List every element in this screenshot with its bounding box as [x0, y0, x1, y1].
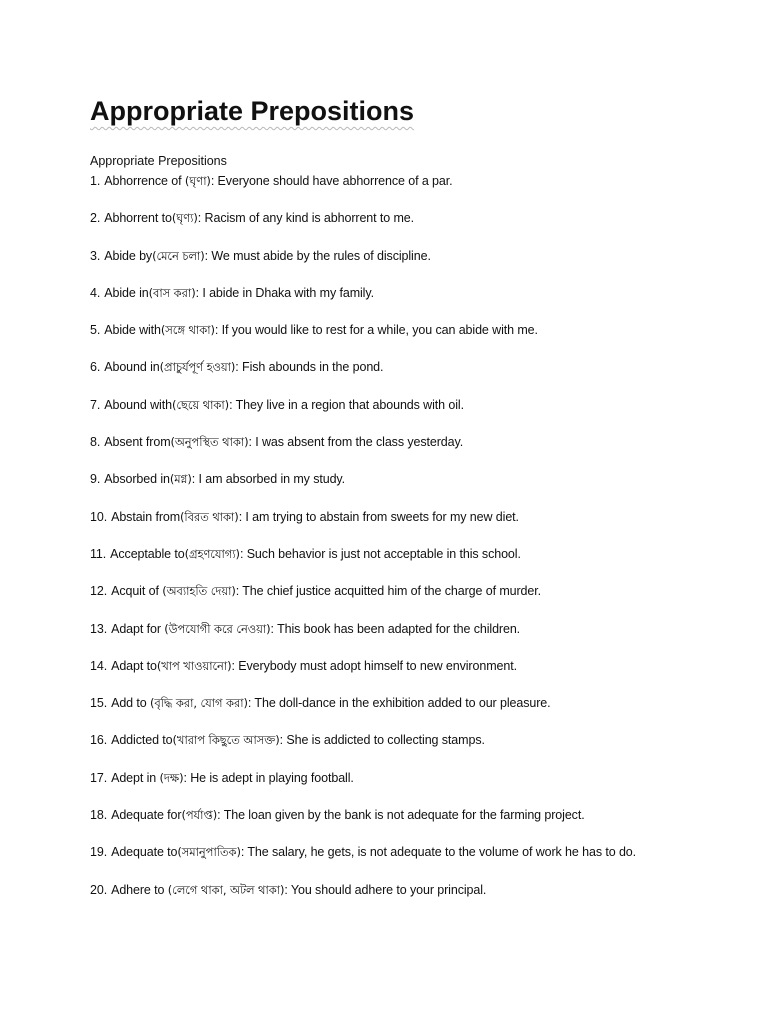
entry-term: Adhere to [111, 882, 168, 897]
preposition-list [90, 173, 636, 919]
list-item [90, 695, 636, 732]
entry-example: : Everyone should have abhorrence of a par. [210, 174, 453, 188]
entry-number: 11. [90, 546, 107, 561]
entry-number: 20. [90, 882, 108, 897]
entry-term: Absorbed in [104, 472, 170, 487]
list-item [90, 583, 636, 620]
entry-example: : I was absent from the class yesterday. [248, 435, 464, 450]
entry-term: Abound with [104, 397, 172, 412]
section-subheading: Appropriate Prepositions [90, 154, 227, 168]
entry-number: 17. [90, 770, 108, 785]
entry-number: 19. [90, 845, 108, 860]
entry-bengali-meaning: (মেনে চলা) [152, 248, 205, 263]
entry-bengali-meaning: (অব্যাহতি দেয়া) [162, 584, 236, 599]
entry-term: Acceptable to [110, 546, 185, 561]
entry-example: : She is addicted to collecting stamps. [279, 733, 485, 748]
entry-number: 2. [90, 211, 101, 226]
entry-term: Abstain from [111, 509, 181, 524]
entry-term: Adequate to [111, 845, 178, 860]
entry-number: 10. [90, 509, 108, 524]
entry-number: 12. [90, 584, 108, 599]
list-item [90, 509, 636, 546]
list-item [90, 546, 636, 583]
list-item [90, 882, 636, 919]
entry-bengali-meaning: (অনুপস্থিত থাকা) [170, 435, 249, 450]
entry-number: 7. [90, 397, 101, 412]
list-item [90, 359, 636, 396]
entry-example: : We must abide by the rules of discipline. [204, 248, 431, 263]
entry-bengali-meaning: (সমানুপাতিক) [177, 845, 241, 860]
entry-example: : I abide in Dhaka with my family. [195, 285, 374, 300]
entry-number: 6. [90, 360, 101, 375]
entry-term: Acquit of [111, 584, 163, 599]
entry-term: Adapt to [111, 658, 157, 673]
entry-number: 18. [90, 808, 108, 823]
entry-example: : Fish abounds in the pond. [235, 360, 384, 375]
entry-example: : Everybody must adopt himself to new environment. [231, 658, 517, 673]
entry-number: 14. [90, 658, 108, 673]
entry-bengali-meaning: (প্রাচুর্যপূর্ণ হওয়া) [159, 360, 236, 375]
entry-number: 3. [90, 248, 101, 263]
entry-term: Absent from [104, 435, 171, 450]
list-item [90, 397, 636, 434]
entry-example: : You should adhere to your principal. [284, 882, 487, 897]
list-item [90, 732, 636, 769]
entry-example: : He is adept in playing football. [183, 770, 354, 785]
list-item [90, 285, 636, 322]
list-item [90, 621, 636, 658]
list-item [90, 248, 636, 285]
entry-term: Addicted to [111, 733, 173, 748]
list-item [90, 807, 636, 844]
entry-term: Adequate for [111, 808, 182, 823]
entry-number: 5. [90, 323, 101, 338]
entry-bengali-meaning: (গ্রহণযোগ্য) [184, 546, 240, 561]
entry-example: : The salary, he gets, is not adequate to the volume of work he has to do. [240, 845, 637, 860]
entry-bengali-meaning: (ছেয়ে থাকা) [171, 397, 230, 412]
entry-number: 9. [90, 472, 101, 487]
entry-bengali-meaning: (দক্ষ) [159, 770, 184, 785]
entry-example: : I am absorbed in my study. [191, 472, 346, 487]
entry-example: : The chief justice acquitted him of the charge of murder. [235, 584, 541, 599]
entry-example: : Racism of any kind is abhorrent to me. [197, 211, 415, 226]
entry-term: Adept in [111, 770, 160, 785]
entry-example: : They live in a region that abounds with oil. [229, 397, 464, 412]
entry-term: Abhorrence of [104, 174, 185, 188]
entry-example: : The loan given by the bank is not adequate for the farming project. [217, 808, 585, 823]
entry-bengali-meaning: (লেগে থাকা, অটল থাকা) [167, 882, 285, 897]
entry-bengali-meaning: (পর্যাপ্ত) [181, 808, 218, 823]
entry-bengali-meaning: (মগ্ন) [169, 472, 192, 487]
entry-number: 16. [90, 733, 108, 748]
entry-example: : The doll-dance in the exhibition added to our pleasure. [247, 696, 551, 711]
entry-term: Abide in [104, 285, 149, 300]
list-item [90, 322, 636, 359]
entry-term: Abide by [104, 248, 153, 263]
entry-bengali-meaning: (খাপ খাওয়ানো) [156, 658, 232, 673]
entry-bengali-meaning: (বাস করা) [148, 285, 196, 300]
entry-number: 15. [90, 696, 108, 711]
list-item [90, 770, 636, 807]
entry-term: Adapt for [111, 621, 165, 636]
entry-bengali-meaning: (উপযোগী করে নেওয়া) [164, 621, 271, 636]
entry-number: 4. [90, 285, 101, 300]
entry-term: Abide with [104, 323, 161, 338]
entry-number: 13. [90, 621, 108, 636]
list-item [90, 434, 636, 471]
entry-example: : Such behavior is just not acceptable in this school. [239, 546, 521, 561]
entry-number: 8. [90, 435, 101, 450]
entry-bengali-meaning: (বৃদ্ধি করা, যোগ করা) [150, 696, 248, 711]
entry-bengali-meaning: (খারাপ কিছুতে আসক্ত) [172, 733, 280, 748]
list-item [90, 658, 636, 695]
entry-term: Add to [111, 696, 150, 711]
list-item [90, 471, 636, 508]
entry-example: : If you would like to rest for a while, you can abide with me. [214, 323, 538, 338]
entry-example: : I am trying to abstain from sweets for my new diet. [238, 509, 519, 524]
page-title: Appropriate Prepositions [90, 96, 415, 126]
list-item [90, 210, 636, 247]
entry-term: Abhorrent to [104, 211, 172, 226]
list-item [90, 173, 636, 210]
entry-bengali-meaning: (ঘৃণ্য) [171, 211, 198, 226]
entry-term: Abound in [104, 360, 160, 375]
entry-number: 1. [90, 174, 101, 188]
entry-bengali-meaning: (বিরত থাকা) [180, 509, 239, 524]
entry-example: : This book has been adapted for the children. [270, 621, 521, 636]
entry-bengali-meaning: (সঙ্গে থাকা) [160, 323, 215, 338]
entry-bengali-meaning: (ঘৃণা) [184, 174, 211, 188]
list-item [90, 844, 636, 881]
